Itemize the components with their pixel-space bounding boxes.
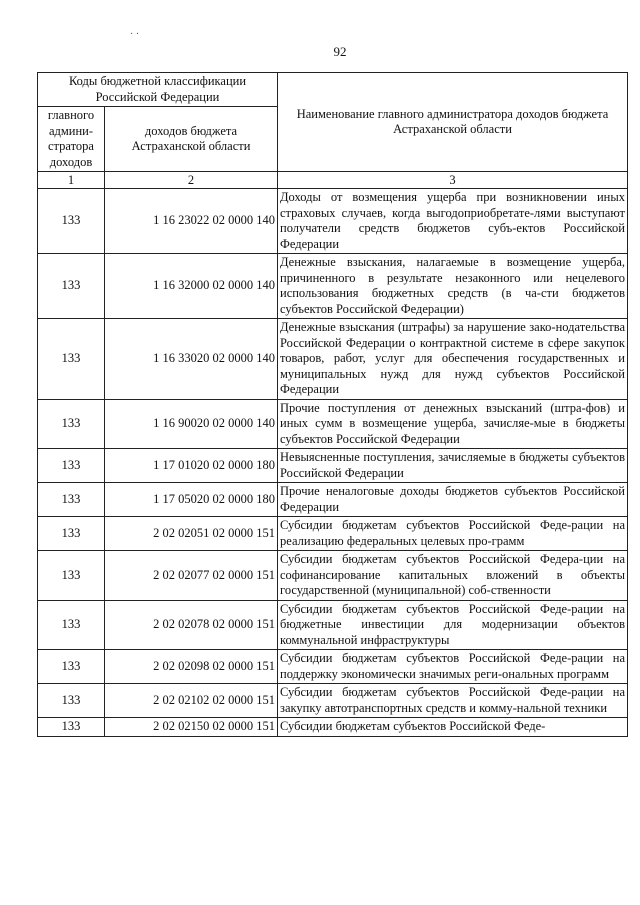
budget-classification-table bbox=[37, 72, 628, 737]
admin-code-cell: 133 bbox=[38, 718, 105, 737]
revenue-code-cell: 1 16 23022 02 0000 140 bbox=[105, 189, 278, 254]
scan-artifact-mark: · · bbox=[130, 29, 140, 40]
header-codes-group: Коды бюджетной классификации Российской Федерации bbox=[38, 73, 278, 107]
table-row bbox=[38, 650, 628, 684]
revenue-name-cell: Денежные взыскания (штрафы) за нарушение зако-нодательства Российской Федерации о контрактной системе в сфере закупок товаров, работ, услуг для обеспечения государственных и муниципальных нужд для нужд субъектов Российской Федерации bbox=[278, 319, 628, 400]
revenue-name-cell: Субсидии бюджетам субъектов Российской Феде-рации на поддержку экономически значимых реги-ональных программ bbox=[278, 650, 628, 684]
revenue-code-cell: 2 02 02078 02 0000 151 bbox=[105, 600, 278, 650]
table-row bbox=[38, 254, 628, 319]
revenue-code-cell: 1 17 05020 02 0000 180 bbox=[105, 483, 278, 517]
revenue-name-cell: Субсидии бюджетам субъектов Российской Феде-рации на бюджетные инвестиции для модернизации объектов коммунальной инфраструктуры bbox=[278, 600, 628, 650]
admin-code-cell: 133 bbox=[38, 189, 105, 254]
admin-code-cell: 133 bbox=[38, 650, 105, 684]
revenue-code-cell: 2 02 02098 02 0000 151 bbox=[105, 650, 278, 684]
revenue-code-cell: 1 16 90020 02 0000 140 bbox=[105, 399, 278, 449]
table-row bbox=[38, 483, 628, 517]
table-header bbox=[38, 73, 628, 189]
revenue-name-cell: Субсидии бюджетам субъектов Российской Федера-ции на софинансирование капитальных вложений в объекты государственной (муниципальной) соб-ственности bbox=[278, 551, 628, 601]
page-number: 92 bbox=[333, 44, 347, 59]
table-row bbox=[38, 399, 628, 449]
revenue-code-cell: 1 16 32000 02 0000 140 bbox=[105, 254, 278, 319]
revenue-code-cell: 2 02 02077 02 0000 151 bbox=[105, 551, 278, 601]
admin-code-cell: 133 bbox=[38, 449, 105, 483]
table-row bbox=[38, 449, 628, 483]
header-col-number-2: 2 bbox=[105, 172, 278, 189]
header-col-number-3: 3 bbox=[278, 172, 628, 189]
header-main-administrator: главного админи-стратора доходов bbox=[38, 107, 105, 172]
revenue-name-cell: Доходы от возмещения ущерба при возникновении иных страховых случаев, когда выгодоприобретате-лями выступают получатели средств бюджетов субъ-ектов Российской Федерации bbox=[278, 189, 628, 254]
revenue-name-cell: Прочие неналоговые доходы бюджетов субъектов Российской Федерации bbox=[278, 483, 628, 517]
header-col-number-1: 1 bbox=[38, 172, 105, 189]
revenue-code-cell: 1 16 33020 02 0000 140 bbox=[105, 319, 278, 400]
revenue-name-cell: Прочие поступления от денежных взысканий (штра-фов) и иных сумм в возмещение ущерба, зачисляе-мые в бюджеты субъектов Российской Федерации bbox=[278, 399, 628, 449]
table-row bbox=[38, 684, 628, 718]
revenue-name-cell: Невыясненные поступления, зачисляемые в бюджеты субъектов Российской Федерации bbox=[278, 449, 628, 483]
table-body bbox=[38, 189, 628, 737]
revenue-name-cell: Денежные взыскания, налагаемые в возмещение ущерба, причиненного в результате незаконного или нецелевого использования бюджетных средств (в ча-сти бюджетов субъектов Российской Федерации) bbox=[278, 254, 628, 319]
header-regional-revenue: доходов бюджета Астраханской области bbox=[105, 107, 278, 172]
admin-code-cell: 133 bbox=[38, 483, 105, 517]
table-row bbox=[38, 600, 628, 650]
revenue-code-cell: 1 17 01020 02 0000 180 bbox=[105, 449, 278, 483]
table-row bbox=[38, 319, 628, 400]
revenue-name-cell: Субсидии бюджетам субъектов Российской Феде- bbox=[278, 718, 628, 737]
table-row bbox=[38, 718, 628, 737]
table-row bbox=[38, 189, 628, 254]
table-row bbox=[38, 551, 628, 601]
admin-code-cell: 133 bbox=[38, 254, 105, 319]
admin-code-cell: 133 bbox=[38, 551, 105, 601]
admin-code-cell: 133 bbox=[38, 600, 105, 650]
header-administrator-name: Наименование главного администратора доходов бюджета Астраханской области bbox=[278, 73, 628, 172]
admin-code-cell: 133 bbox=[38, 517, 105, 551]
admin-code-cell: 133 bbox=[38, 399, 105, 449]
admin-code-cell: 133 bbox=[38, 319, 105, 400]
revenue-code-cell: 2 02 02051 02 0000 151 bbox=[105, 517, 278, 551]
table-row bbox=[38, 517, 628, 551]
revenue-name-cell: Субсидии бюджетам субъектов Российской Феде-рации на закупку автотранспортных средств и комму-нальной техники bbox=[278, 684, 628, 718]
revenue-code-cell: 2 02 02102 02 0000 151 bbox=[105, 684, 278, 718]
admin-code-cell: 133 bbox=[38, 684, 105, 718]
revenue-code-cell: 2 02 02150 02 0000 151 bbox=[105, 718, 278, 737]
revenue-name-cell: Субсидии бюджетам субъектов Российской Феде-рации на реализацию федеральных целевых про-грамм bbox=[278, 517, 628, 551]
